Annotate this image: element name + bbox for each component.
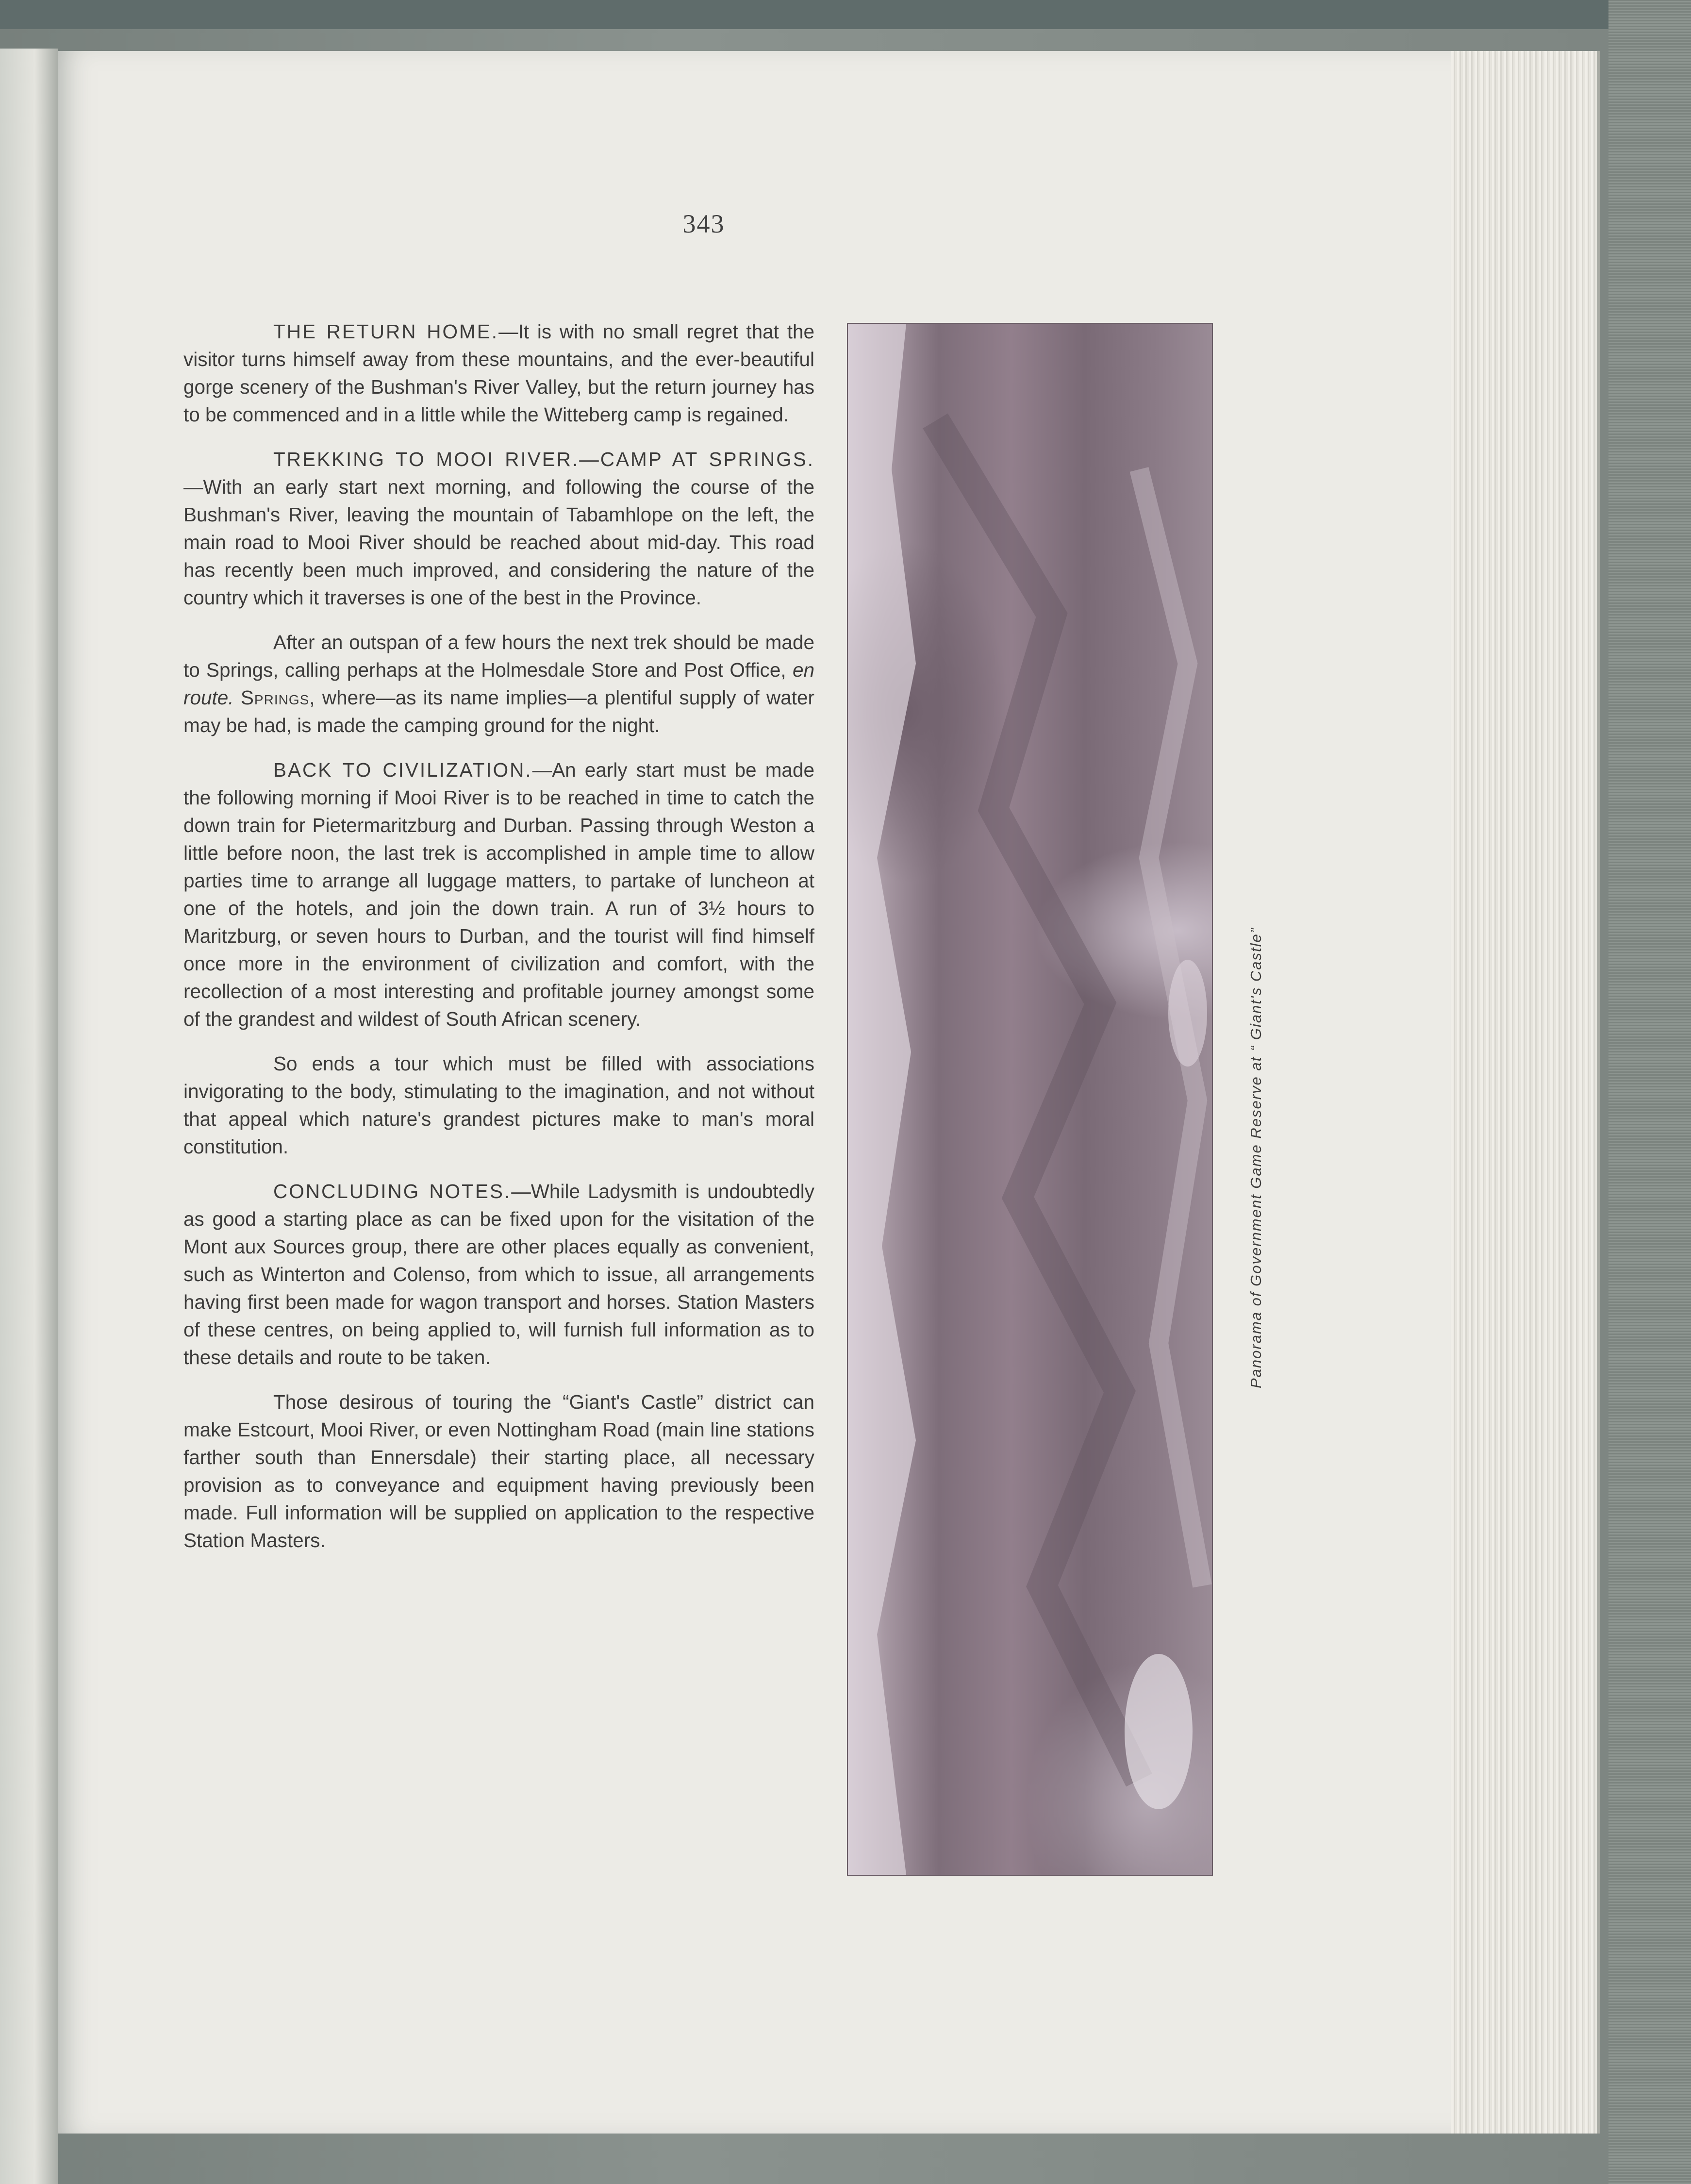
paragraph-trekking-mooi-river: TREKKING TO MOOI RIVER.—CAMP AT SPRINGS.—With an early start next morning, and following the course of the Bushman's River, leaving the mountain of Tabamhlope on the left, the main road to Mooi River should be reached about mid-day. This road has recently been much improved, and considering the nature of the country which it traverses is one of the best in the Province. bbox=[183, 448, 814, 609]
heading-concluding-notes: CONCLUDING NOTES. bbox=[273, 1180, 512, 1202]
italic-en-route: en route. bbox=[183, 659, 814, 709]
paragraph-outspan: After an outspan of a few hours the next trek should be made to Springs, calling perhaps at the Holmesdale Store and Post Office, en route. Springs, where—as its name implies—a plentiful supply of water may be had, is made the camping ground for the night. bbox=[183, 631, 814, 736]
body-text-column bbox=[183, 318, 814, 1571]
previous-page-edge bbox=[0, 49, 58, 2184]
panorama-photograph bbox=[847, 323, 1213, 1876]
page-stack-edge bbox=[1451, 51, 1600, 2134]
heading-back-to-civilization: BACK TO CIVILIZATION. bbox=[273, 759, 532, 781]
paragraph-giants-castle: Those desirous of touring the “Giant's Castle” district can make Estcourt, Mooi River, or even Nottingham Road (main line stations farther south than Ennersdale) their starting place, all necessary provision as to conveyance and equipment having previously been made. Full information will be supplied on application to the respective Station Masters. bbox=[183, 1391, 814, 1551]
heading-trekking-mooi-river: TREKKING TO MOOI RIVER.—CAMP AT SPRINGS. bbox=[273, 448, 814, 470]
paragraph-return-home: THE RETURN HOME.—It is with no small regret that the visitor turns himself away from these mountains, and the ever-beautiful gorge scenery of the Bushman's River Valley, but the return journey has to be commenced and in a little while the Witteberg camp is regained. bbox=[183, 320, 815, 426]
page-number: 343 bbox=[682, 209, 725, 238]
small-caps-springs: Springs, bbox=[240, 686, 315, 709]
photo-caption: Panorama of Government Game Reserve at “ Giant's Castle” bbox=[1247, 927, 1264, 1388]
mountain-panorama-image bbox=[848, 324, 1212, 1875]
paragraph-concluding-notes: CONCLUDING NOTES.—While Ladysmith is undoubtedly as good a starting place as can be fixed upon for the visitation of the Mont aux Sources group, there are other places equally as convenient, such as Winterton and Colenso, from which to issue, all arrangements having first been made for wagon transport and horses. Station Masters of these centres, on being applied to, will furnish full information as to these details and route to be taken. bbox=[183, 1180, 814, 1368]
paragraph-back-to-civilization: BACK TO CIVILIZATION.—An early start must be made the following morning if Mooi River is to be reached in time to catch the down train for Pietermaritzburg and Durban. Passing through Weston a little before noon, the last trek is accomplished in ample time to allow parties time to arrange all luggage matters, to partake of luncheon at one of the hotels, and join the down train. A run of 3½ hours to Maritzburg, or seven hours to Durban, and the tourist will find himself once more in the environment of civilization and comfort, with the recollection of a most interesting and profitable journey amongst some of the grandest and wildest of South African scenery. bbox=[183, 759, 815, 1030]
book-cover-edge bbox=[1608, 0, 1691, 2184]
heading-return-home: THE RETURN HOME. bbox=[273, 320, 499, 343]
paragraph-so-ends: So ends a tour which must be filled with associations invigorating to the body, stimulating to the imagination, and not without that appeal which nature's grandest pictures make to man's moral constitution. bbox=[183, 1052, 814, 1158]
